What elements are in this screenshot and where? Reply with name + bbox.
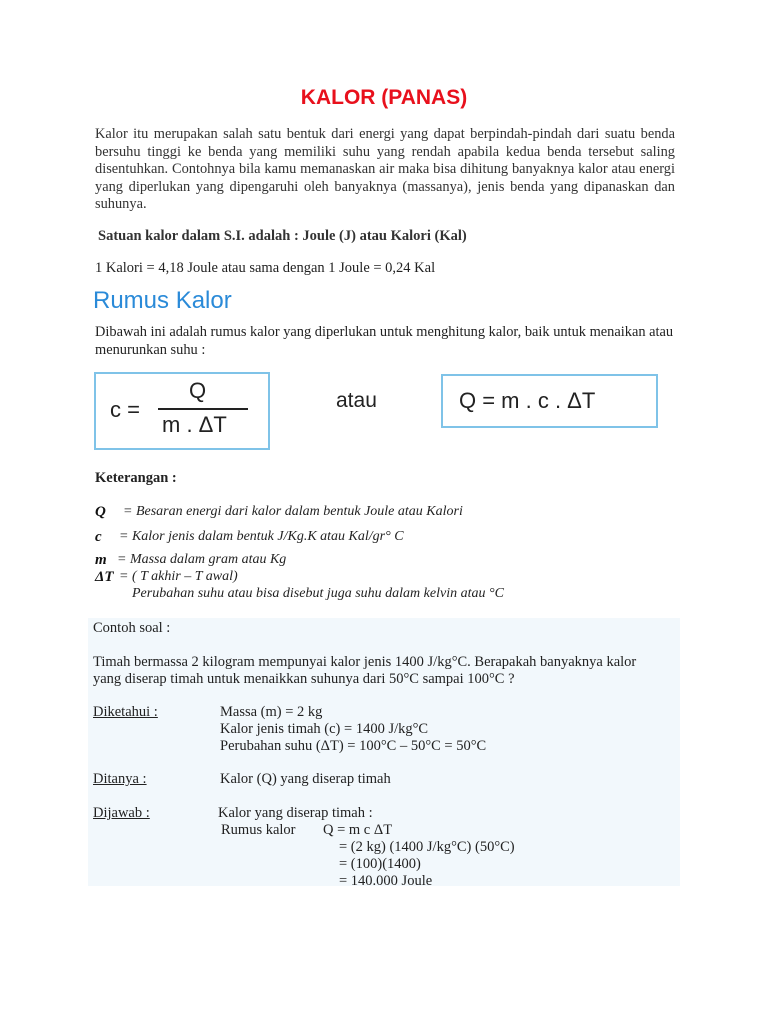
satuan-kalor: Satuan kalor dalam S.I. adalah : Joule (J) atau Kalori (Kal): [98, 228, 467, 244]
rumus-intro: Dibawah ini adalah rumus kalor yang diperlukan untuk menghitung kalor, baik untuk menaikan atau menurunkan suhu :: [95, 324, 674, 358]
formula-c-lhs: c =: [110, 397, 140, 422]
konversi-kalori: 1 Kalori = 4,18 Joule atau sama dengan 1 Joule = 0,24 Kal: [95, 260, 436, 276]
dijawab-label: Dijawab :: [93, 805, 150, 821]
diketahui-label: Diketahui :: [93, 704, 158, 720]
legend-desc: = Massa dalam gram atau Kg: [117, 552, 287, 567]
diketahui-line: Massa (m) = 2 kg: [220, 704, 323, 720]
step-line: Q = m c ΔT: [323, 822, 393, 838]
intro-paragraph: Kalor itu merupakan salah satu bentuk dari energi yang dapat berpindah-pindah dari suatu benda bersuhu tinggi ke benda yang memiliki suhu yang rendah apabila kedua benda tersebut saling disentuhkan. Contohnya bila kamu memanaskan air maka bisa dihitung banyaknya kalor atau energi yang diperlukan yang dipengaruhi oleh banyaknya (massanya), jenis benda yang dipanaskan dan suhunya.: [95, 126, 675, 213]
formula-c-denominator: m . ΔT: [162, 412, 227, 437]
legend-symbol: Q: [95, 504, 106, 520]
legend-desc: = Kalor jenis dalam bentuk J/Kg.K atau Kal/gr° C: [119, 529, 404, 544]
page-title: KALOR (PANAS): [300, 86, 468, 109]
diketahui-line: Perubahan suhu (ΔT) = 100°C – 50°C = 50°C: [220, 738, 487, 754]
legend-symbol: ΔT: [95, 569, 114, 585]
soal-line-2: yang diserap timah untuk menaikkan suhunya dari 50°C sampai 100°C ?: [93, 671, 515, 687]
rumus-heading: Rumus Kalor: [93, 287, 232, 314]
contoh-label: Contoh soal :: [93, 620, 171, 636]
step-line: = (100)(1400): [339, 856, 421, 872]
legend-desc: = Besaran energi dari kalor dalam bentuk Joule atau Kalori: [123, 504, 463, 519]
legend-extra: Perubahan suhu atau bisa disebut juga suhu dalam kelvin atau °C: [132, 586, 504, 601]
legend-row-m: [95, 551, 107, 569]
legend-symbol: m: [95, 552, 107, 568]
formula-box-q: [441, 374, 658, 428]
fraction-bar: [158, 408, 248, 410]
ditanya-text: Kalor (Q) yang diserap timah: [220, 771, 391, 787]
legend-row-q: [95, 503, 106, 521]
soal-line-1: Timah bermassa 2 kilogram mempunyai kalor jenis 1400 J/kg°C. Berapakah banyaknya kalor: [93, 654, 637, 670]
formula-or: atau: [336, 389, 377, 412]
diketahui-line: Kalor jenis timah (c) = 1400 J/kg°C: [220, 721, 429, 737]
contoh-soal-panel: [88, 618, 680, 889]
step-line: = 140.000 Joule: [339, 873, 433, 889]
formula-box-c: [94, 372, 270, 450]
keterangan-label: Keterangan :: [95, 470, 177, 486]
formula-q: Q = m . c . ΔT: [459, 388, 596, 413]
legend-row-dt: [95, 568, 114, 586]
ditanya-label: Ditanya :: [93, 771, 147, 787]
dijawab-title: Kalor yang diserap timah :: [218, 805, 373, 821]
formula-c-numerator: Q: [189, 378, 207, 403]
step-line: = (2 kg) (1400 J/kg°C) (50°C): [339, 839, 515, 855]
legend-row-c: [95, 528, 102, 546]
legend-symbol: c: [95, 529, 102, 545]
rumus-label: Rumus kalor: [221, 822, 296, 838]
legend-desc: = ( T akhir – T awal): [119, 569, 238, 584]
